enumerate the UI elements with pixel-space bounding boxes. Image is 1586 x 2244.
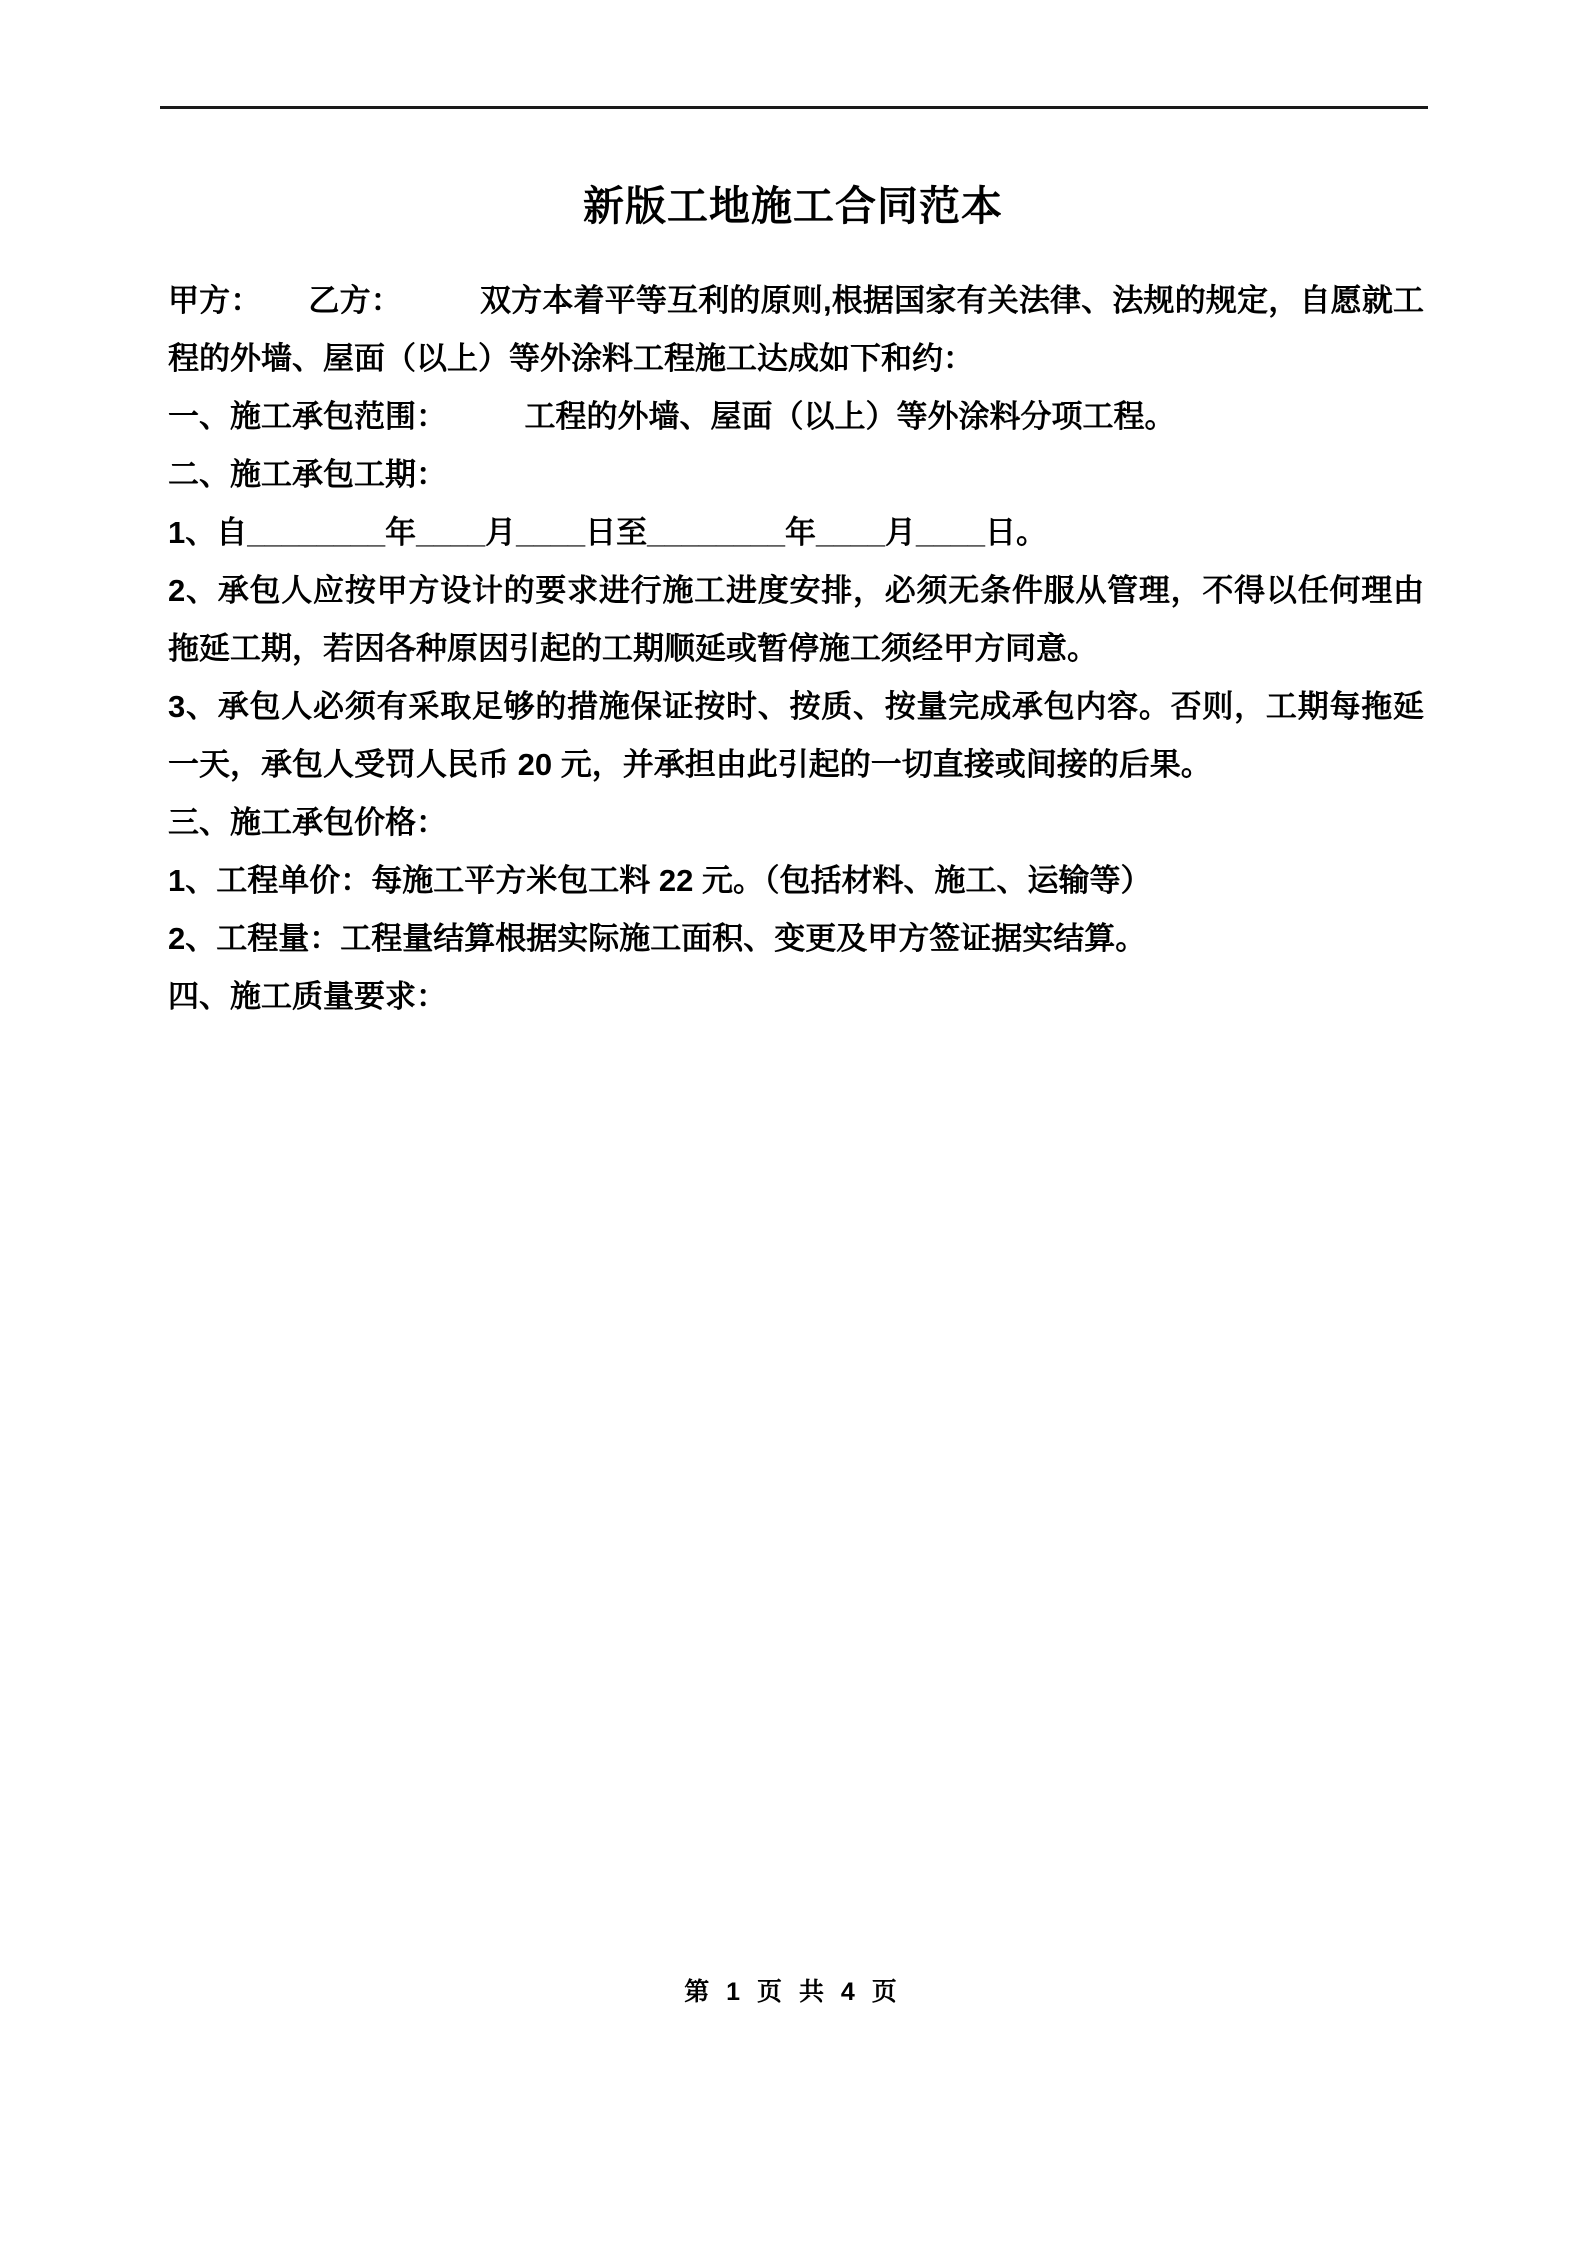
- paragraph-price-unit: 1、工程单价：每施工平方米包工料 22 元。（包括材料、施工、运输等）: [168, 863, 1152, 898]
- paragraph-duration-heading: 二、施工承包工期：: [168, 457, 447, 492]
- paragraph-intro: 甲方： 乙方： 双方本着平等互利的原则,根据国家有关法律、法规的规定，自愿就工程的外墙、屋面（以上）等外涂料工程施工达成如下和约：: [168, 283, 1424, 376]
- document-title: 新版工地施工合同范本: [583, 183, 1003, 230]
- paragraph-quality-heading: 四、施工质量要求：: [168, 979, 447, 1014]
- paragraph-price-quantity: 2、工程量：工程量结算根据实际施工面积、变更及甲方签证据实结算。: [168, 921, 1147, 956]
- paragraph-duration-rule-2: 2、承包人应按甲方设计的要求进行施工进度安排，必须无条件服从管理，不得以任何理由拖延工期，若因各种原因引起的工期顺延或暂停施工须经甲方同意。: [168, 573, 1424, 666]
- document-body: [168, 272, 1424, 1026]
- paragraph-duration-dates: 1、自________年____月____日至________年____月____日。: [168, 515, 1047, 550]
- paragraph-price-heading: 三、施工承包价格：: [168, 805, 447, 840]
- paragraph-duration-rule-3: 3、承包人必须有采取足够的措施保证按时、按质、按量完成承包内容。否则，工期每拖延一天，承包人受罚人民币 20 元，并承担由此引起的一切直接或间接的后果。: [168, 689, 1424, 782]
- header-rule: [160, 106, 1428, 109]
- page-number-footer: 第 1 页 共 4 页: [684, 1978, 902, 2006]
- paragraph-scope: 一、施工承包范围： 工程的外墙、屋面（以上）等外涂料分项工程。: [168, 399, 1176, 434]
